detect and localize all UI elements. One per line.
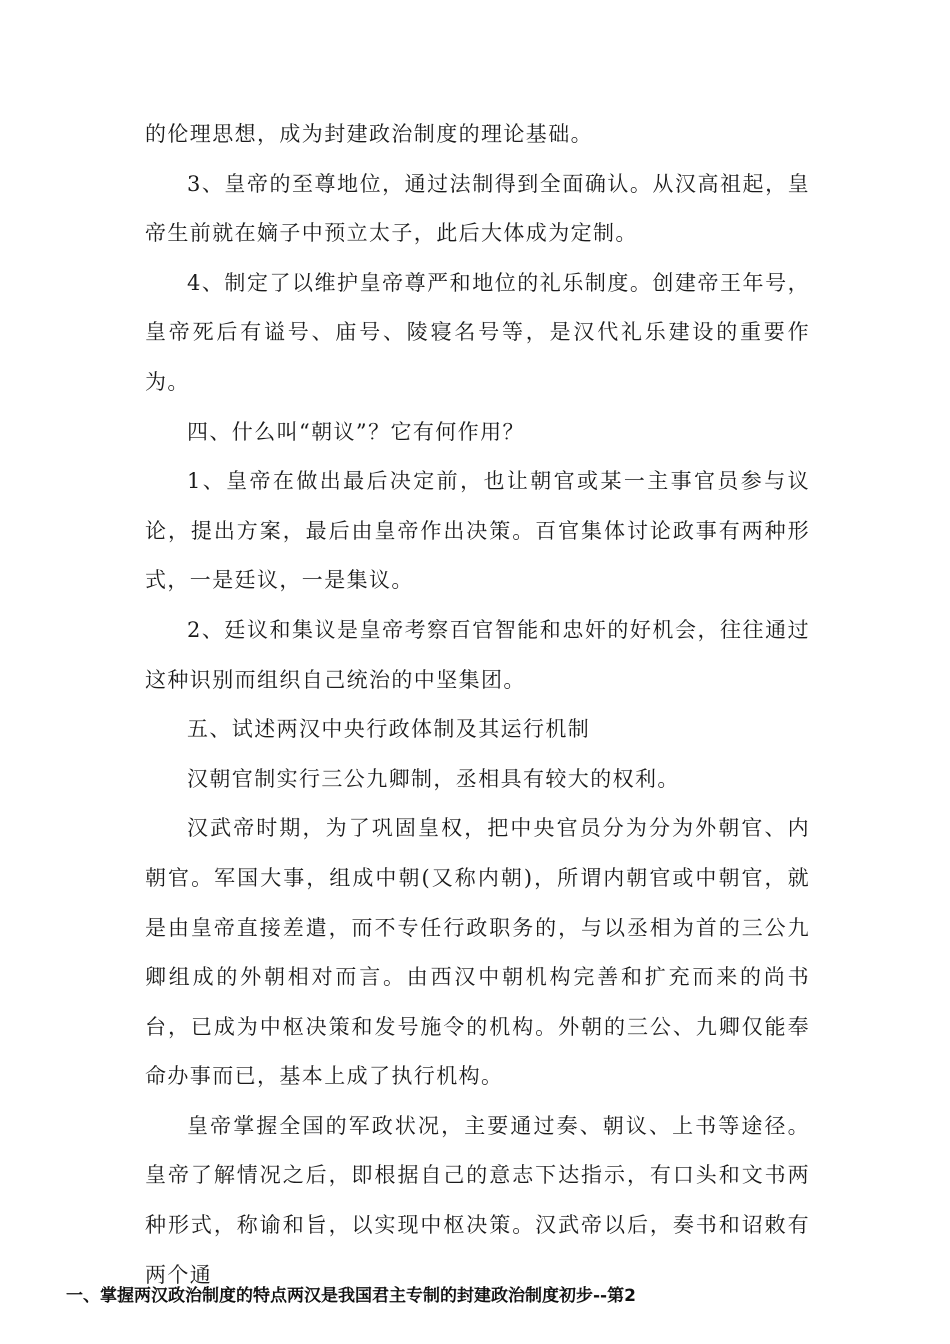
paragraph-2: 3、皇帝的至尊地位，通过法制得到全面确认。从汉高祖起，皇帝生前就在嫡子中预立太子，此后大体成为定制。 — [145, 171, 810, 246]
paragraph-6: 2、廷议和集议是皇帝考察百官智能和忠奸的好机会，往往通过这种识别而组织自己统治的中坚集团。 — [145, 617, 810, 692]
section-heading-5: 五、试述两汉中央行政体制及其运行机制 — [187, 717, 591, 742]
section-heading-4: 四、什么叫“朝议”？它有何作用？ — [187, 419, 525, 444]
document-body — [145, 110, 810, 1300]
paragraph-10: 皇帝掌握全国的军政状况，主要通过奏、朝议、上书等途径。皇帝了解情况之后，即根据自己的意志下达指示，有口头和文书两种形式，称谕和旨，以实现中枢决策。汉武帝以后，奏书和诏敕有两个通 — [145, 1113, 810, 1287]
paragraph-3: 4、制定了以维护皇帝尊严和地位的礼乐制度。创建帝王年号，皇帝死后有谥号、庙号、陵寝名号等，是汉代礼乐建设的重要作为。 — [145, 270, 810, 394]
paragraph-1: 的伦理思想，成为封建政治制度的理论基础。 — [145, 122, 593, 146]
paragraph-5: 1、皇帝在做出最后决定前，也让朝官或某一主事官员参与议论，提出方案，最后由皇帝作出决策。百官集体讨论政事有两种形式，一是廷议，一是集议。 — [145, 469, 810, 593]
page-footer: 一、掌握两汉政治制度的特点两汉是我国君主专制的封建政治制度初步--第2 — [66, 1286, 636, 1306]
paragraph-8: 汉朝官制实行三公九卿制，丞相具有较大的权利。 — [187, 766, 680, 791]
paragraph-9: 汉武帝时期，为了巩固皇权，把中央官员分为分为外朝官、内朝官。军国大事，组成中朝(又称内朝)，所谓内朝官或中朝官，就是由皇帝直接差遣，而不专任行政职务的，与以丞相为首的三公九卿组成的外朝相对而言。由西汉中朝机构完善和扩充而来的尚书台，已成为中枢决策和发号施令的机构。外朝的三公、九卿仅能奉命办事而已，基本上成了执行机构。 — [145, 816, 810, 1089]
